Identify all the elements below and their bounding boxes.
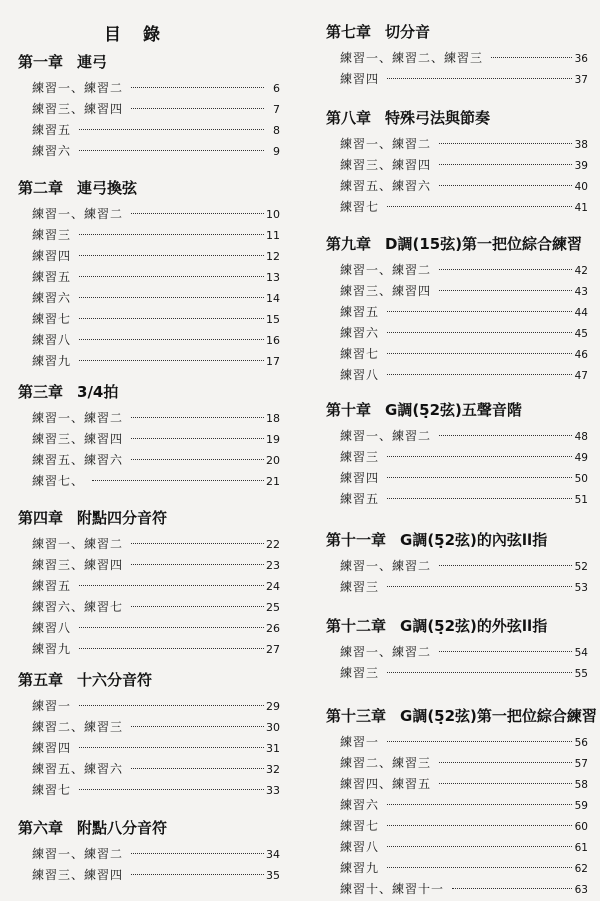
entry-label: 練習五 [32,270,72,284]
toc-entry [18,696,280,717]
entry-label: 練習六 [340,798,380,812]
dot-leader [387,311,572,312]
entry-label: 練習八 [32,333,72,347]
dot-leader [491,57,572,58]
entry-label: 練習九 [32,642,72,656]
chapter [326,616,588,684]
entry-page-number: 11 [266,229,280,242]
toc-entry [18,120,280,141]
chapter [18,178,280,372]
toc-entry [18,450,280,471]
dot-leader [131,459,264,460]
chapter-title [18,178,280,198]
chapter-name: 連弓換弦 [77,179,138,197]
entry-label: 練習三 [340,666,380,680]
toc-entry [326,468,588,489]
toc-entry [326,556,588,577]
dot-leader [387,456,572,457]
toc-entry [326,447,588,468]
chapter-number: 第十章 [326,401,372,419]
dot-leader [131,438,264,439]
dot-leader [79,360,264,361]
toc-entry [18,534,280,555]
dot-leader [79,297,264,298]
chapter-title [326,400,588,420]
dot-leader [79,789,264,790]
entry-label: 練習一、練習二 [32,81,124,95]
entry-page-number: 34 [266,848,280,861]
dot-leader [131,417,264,418]
entry-page-number: 12 [266,250,280,263]
dot-leader [387,206,572,207]
chapter-name: 特殊弓法與節奏 [385,109,491,127]
entry-page-number: 58 [574,779,588,791]
chapter-number: 第五章 [18,671,64,689]
entry-page-number: 40 [574,181,588,193]
chapter-name: G調(5̣2弦)五聲音階 [385,401,522,419]
chapter-title [326,706,597,726]
entry-page-number: 38 [574,139,588,151]
entry-page-number: 32 [266,763,280,776]
toc-entry [326,795,588,816]
chapter [18,670,280,801]
entry-label: 練習三、練習四 [340,158,432,172]
entry-page-number: 52 [574,561,588,573]
entry-page-number: 54 [574,647,588,659]
entry-page-number: 41 [574,202,588,214]
entry-label: 練習一、練習二 [340,137,432,151]
entry-page-number: 31 [266,742,280,755]
dot-leader [79,255,264,256]
entry-page-number: 56 [574,737,588,749]
entry-label: 練習五 [340,492,380,506]
entry-page-number: 16 [266,334,280,347]
entry-label: 練習三 [32,228,72,242]
entry-page-number: 22 [266,538,280,551]
entry-label: 練習一、練習二 [340,263,432,277]
dot-leader [439,783,572,784]
entry-label: 練習五 [32,579,72,593]
chapter-name: G調(5̣2弦)的外弦ll指 [400,617,548,635]
entry-page-number: 27 [266,643,280,656]
toc-entry [326,879,588,900]
toc-entry [326,281,588,302]
chapter-title [18,508,280,528]
toc-entry [326,176,588,197]
dot-leader [131,87,264,88]
chapter-name: 3/4拍 [77,383,119,401]
toc-entry [326,426,588,447]
chapter-name: 附點八分音符 [77,819,168,837]
chapter [18,52,280,162]
toc-entry [326,774,588,795]
entry-page-number: 63 [574,884,588,896]
chapter-name: 切分音 [385,23,431,41]
entry-label: 練習七、 [32,474,85,488]
toc-entry [326,302,588,323]
toc-entry [18,717,280,738]
chapter [326,234,588,386]
dot-leader [439,651,572,652]
entry-page-number: 30 [266,721,280,734]
toc-entry [18,780,280,801]
entry-label: 練習二、練習三 [340,756,432,770]
chapter-title [326,108,588,128]
dot-leader [79,276,264,277]
toc-entry [18,429,280,450]
entry-page-number: 43 [574,286,588,298]
toc-entry [18,225,280,246]
chapter-title [18,52,280,72]
dot-leader [439,269,572,270]
chapter [18,818,280,886]
entry-page-number: 47 [574,370,588,382]
toc-title: 目錄 [104,25,182,45]
entry-page-number: 35 [266,869,280,882]
toc-entry [326,365,588,386]
chapter-number: 第十一章 [326,531,387,549]
entry-page-number: 57 [574,758,588,770]
entry-label: 練習九 [340,861,380,875]
toc-entry [18,408,280,429]
entry-label: 練習一、練習二 [32,537,124,551]
entry-label: 練習六 [340,326,380,340]
toc-entry [18,204,280,225]
chapter-number: 第六章 [18,819,64,837]
dot-leader [439,762,572,763]
entry-label: 練習三、練習四 [32,432,124,446]
toc-entry [18,267,280,288]
entry-label: 練習四 [32,249,72,263]
entry-page-number: 60 [574,821,588,833]
dot-leader [79,747,264,748]
dot-leader [387,374,572,375]
entry-label: 練習五、練習六 [32,453,124,467]
entry-page-number: 49 [574,452,588,464]
dot-leader [387,477,572,478]
entry-label: 練習一、練習二 [32,411,124,425]
dot-leader [387,672,572,673]
dot-leader [387,741,572,742]
entry-page-number: 45 [574,328,588,340]
entry-label: 練習八 [340,368,380,382]
chapter [326,108,588,218]
entry-page-number: 61 [574,842,588,854]
dot-leader [79,150,264,151]
dot-leader [131,853,264,854]
entry-page-number: 29 [266,700,280,713]
toc-entry [18,309,280,330]
toc-entry [18,99,280,120]
entry-page-number: 50 [574,473,588,485]
toc-entry [326,69,588,90]
entry-page-number: 59 [574,800,588,812]
entry-label: 練習三、練習四 [32,558,124,572]
entry-label: 練習二、練習三 [32,720,124,734]
entry-label: 練習八 [340,840,380,854]
chapter-number: 第十三章 [326,707,387,725]
chapter-title [18,670,280,690]
entry-label: 練習五、練習六 [340,179,432,193]
dot-leader [439,185,572,186]
entry-page-number: 7 [273,103,280,116]
entry-label: 練習六、練習七 [32,600,124,614]
toc-entry [18,639,280,660]
entry-label: 練習五、練習六 [32,762,124,776]
chapter-number: 第三章 [18,383,64,401]
entry-label: 練習三 [340,450,380,464]
entry-label: 練習六 [32,291,72,305]
chapter [18,382,280,492]
toc-entry [326,732,588,753]
toc-entry [326,155,588,176]
entry-label: 練習一 [340,735,380,749]
entry-label: 練習九 [32,354,72,368]
toc-entry [326,816,588,837]
dot-leader [439,565,572,566]
toc-entry [326,642,588,663]
dot-leader [131,213,264,214]
entry-label: 練習十、練習十一 [340,882,445,896]
entry-page-number: 23 [266,559,280,572]
chapter-title [18,818,280,838]
dot-leader [387,332,572,333]
toc-entry [326,344,588,365]
toc-entry [18,141,280,162]
chapter-number: 第二章 [18,179,64,197]
toc-entry [18,844,280,865]
chapter [326,22,588,90]
dot-leader [439,435,572,436]
entry-page-number: 10 [266,208,280,221]
toc-entry [18,471,280,492]
chapter-name: 連弓 [77,53,108,71]
chapter-number: 第十二章 [326,617,387,635]
entry-page-number: 26 [266,622,280,635]
entry-page-number: 55 [574,668,588,680]
dot-leader [131,543,264,544]
dot-leader [131,108,264,109]
toc-entry [326,858,588,879]
entry-page-number: 21 [266,475,280,488]
entry-label: 練習一、練習二 [32,207,124,221]
dot-leader [131,564,264,565]
dot-leader [387,353,572,354]
dot-leader [79,627,264,628]
entry-page-number: 9 [273,145,280,158]
dot-leader [387,804,572,805]
chapter [18,508,280,660]
entry-label: 練習一 [32,699,72,713]
chapter-number: 第九章 [326,235,372,253]
dot-leader [387,867,572,868]
entry-page-number: 62 [574,863,588,875]
entry-label: 練習一、練習二 [340,559,432,573]
dot-leader [79,705,264,706]
toc-entry [18,78,280,99]
entry-label: 練習四 [32,741,72,755]
dot-leader [452,888,572,889]
entry-page-number: 42 [574,265,588,277]
entry-label: 練習四 [340,471,380,485]
entry-page-number: 37 [574,74,588,86]
dot-leader [387,78,572,79]
entry-page-number: 17 [266,355,280,368]
entry-label: 練習一、練習二 [32,847,124,861]
entry-label: 練習七 [340,347,380,361]
entry-label: 練習三、練習四 [340,284,432,298]
chapter-name: G調(5̣2弦)的內弦ll指 [400,531,548,549]
entry-page-number: 6 [273,82,280,95]
chapter-name: G調(5̣2弦)第一把位綜合練習 [400,707,597,725]
entry-label: 練習七 [340,819,380,833]
dot-leader [79,129,264,130]
entry-page-number: 20 [266,454,280,467]
entry-page-number: 15 [266,313,280,326]
toc-entry [18,576,280,597]
chapter [326,706,597,900]
dot-leader [387,846,572,847]
entry-page-number: 33 [266,784,280,797]
chapter-number: 第一章 [18,53,64,71]
toc-entry [18,351,280,372]
dot-leader [387,498,572,499]
entry-page-number: 39 [574,160,588,172]
chapter-title [326,22,588,42]
toc-entry [326,48,588,69]
chapter-number: 第八章 [326,109,372,127]
dot-leader [131,874,264,875]
chapter-title [326,530,588,550]
entry-page-number: 53 [574,582,588,594]
toc-entry [18,330,280,351]
toc-entry [326,260,588,281]
chapter-name: 十六分音符 [77,671,153,689]
entry-label: 練習六 [32,144,72,158]
entry-label: 練習七 [32,312,72,326]
toc-entry [18,246,280,267]
entry-label: 練習一、練習二 [340,429,432,443]
entry-page-number: 8 [273,124,280,137]
entry-label: 練習一、練習二、練習三 [340,51,484,65]
dot-leader [439,143,572,144]
entry-page-number: 18 [266,412,280,425]
dot-leader [439,164,572,165]
toc-entry [18,738,280,759]
chapter-title [326,616,588,636]
toc-entry [326,489,588,510]
dot-leader [79,585,264,586]
dot-leader [79,339,264,340]
dot-leader [387,586,572,587]
entry-label: 練習四、練習五 [340,777,432,791]
entry-page-number: 44 [574,307,588,319]
toc-entry [326,753,588,774]
entry-page-number: 13 [266,271,280,284]
entry-label: 練習五 [32,123,72,137]
chapter-title [326,234,588,254]
toc-entry [326,837,588,858]
dot-leader [131,606,264,607]
dot-leader [79,318,264,319]
toc-entry [18,865,280,886]
dot-leader [92,480,264,481]
toc-entry [326,577,588,598]
entry-page-number: 51 [574,494,588,506]
entry-label: 練習八 [32,621,72,635]
dot-leader [131,768,264,769]
toc-entry [326,323,588,344]
chapter-number: 第四章 [18,509,64,527]
chapter-number: 第七章 [326,23,372,41]
entry-label: 練習一、練習二 [340,645,432,659]
entry-label: 練習三 [340,580,380,594]
toc-entry [18,555,280,576]
entry-page-number: 24 [266,580,280,593]
chapter-name: D調(15弦)第一把位綜合練習 [385,235,583,253]
entry-label: 練習五 [340,305,380,319]
toc-entry [326,197,588,218]
entry-label: 練習三、練習四 [32,868,124,882]
chapter [326,530,588,598]
entry-label: 練習三、練習四 [32,102,124,116]
entry-label: 練習七 [340,200,380,214]
entry-label: 練習七 [32,783,72,797]
entry-page-number: 19 [266,433,280,446]
dot-leader [79,234,264,235]
chapter-title [18,382,280,402]
entry-page-number: 36 [574,53,588,65]
entry-label: 練習四 [340,72,380,86]
entry-page-number: 48 [574,431,588,443]
toc-entry [18,597,280,618]
toc-entry [18,288,280,309]
entry-page-number: 14 [266,292,280,305]
dot-leader [131,726,264,727]
toc-entry [18,759,280,780]
dot-leader [439,290,572,291]
toc-entry [326,663,588,684]
toc-entry [18,618,280,639]
dot-leader [79,648,264,649]
chapter [326,400,588,510]
dot-leader [387,825,572,826]
entry-page-number: 46 [574,349,588,361]
chapter-name: 附點四分音符 [77,509,168,527]
entry-page-number: 25 [266,601,280,614]
toc-entry [326,134,588,155]
